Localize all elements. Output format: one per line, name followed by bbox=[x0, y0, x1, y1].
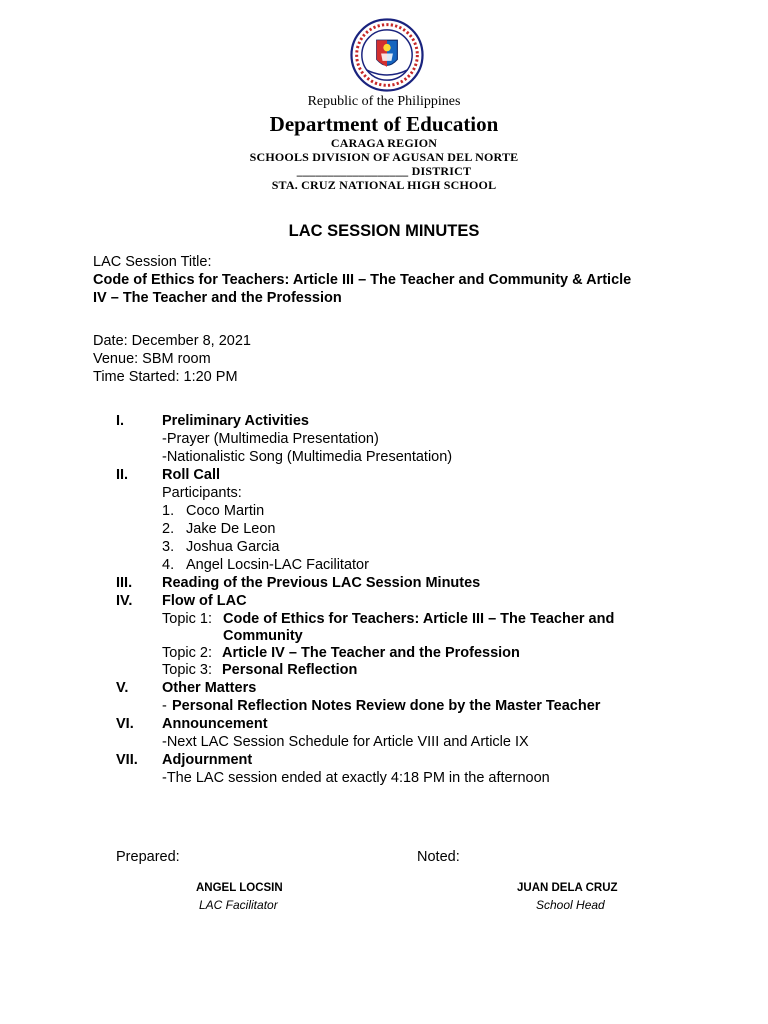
region-line: CARAGA REGION bbox=[330, 136, 438, 150]
section-number: VI. bbox=[116, 716, 134, 732]
section-heading-roll-call: Roll Call bbox=[162, 467, 221, 483]
department-title: Department of Education bbox=[269, 112, 499, 136]
list-item: -Nationalistic Song (Multimedia Presentation) bbox=[162, 449, 453, 465]
section-heading-announcement: Announcement bbox=[162, 716, 268, 732]
topic-1-label: Topic 1: bbox=[162, 611, 212, 627]
participant-number: 4. bbox=[162, 557, 175, 573]
section-number: I. bbox=[116, 413, 125, 429]
section-number: VII. bbox=[116, 752, 138, 768]
noted-by-name: JUAN DELA CRUZ bbox=[517, 882, 618, 894]
section-number: III. bbox=[116, 575, 133, 591]
document-title: LAC SESSION MINUTES bbox=[288, 222, 480, 240]
topic-1-line2: Community bbox=[223, 628, 303, 644]
topic-2-label: Topic 2: bbox=[162, 645, 212, 661]
session-date: Date: December 8, 2021 bbox=[93, 333, 251, 349]
participant-name: Jake De Leon bbox=[186, 521, 276, 537]
school-line: STA. CRUZ NATIONAL HIGH SCHOOL bbox=[271, 178, 497, 192]
section-number: IV. bbox=[116, 593, 133, 609]
participant-number: 1. bbox=[162, 503, 175, 519]
participant-number: 3. bbox=[162, 539, 175, 555]
prepared-by-role: LAC Facilitator bbox=[199, 898, 278, 912]
section-number: II. bbox=[116, 467, 129, 483]
session-title-line2: IV – The Teacher and the Profession bbox=[93, 290, 342, 306]
topic-1-line1: Code of Ethics for Teachers: Article III – The Teacher and bbox=[223, 611, 615, 627]
deped-seal-logo bbox=[350, 18, 424, 92]
other-matter-item: Personal Reflection Notes Review done by the Master Teacher bbox=[172, 698, 601, 714]
session-time-started: Time Started: 1:20 PM bbox=[93, 369, 238, 385]
section-heading-preliminary: Preliminary Activities bbox=[162, 413, 309, 429]
participant-name: Angel Locsin-LAC Facilitator bbox=[186, 557, 369, 573]
other-dash: - bbox=[162, 698, 167, 714]
topic-2-text: Article IV – The Teacher and the Profession bbox=[222, 645, 520, 661]
section-heading-flow: Flow of LAC bbox=[162, 593, 247, 609]
list-item: -Prayer (Multimedia Presentation) bbox=[162, 431, 379, 447]
announcement-item: -Next LAC Session Schedule for Article VIII and Article IX bbox=[162, 734, 529, 750]
session-title-line1: Code of Ethics for Teachers: Article III – The Teacher and Community & Article bbox=[93, 272, 632, 288]
district-line: __________________ DISTRICT bbox=[296, 164, 472, 178]
session-title-label: LAC Session Title: bbox=[93, 254, 212, 270]
session-venue: Venue: SBM room bbox=[93, 351, 211, 367]
section-heading-adjournment: Adjournment bbox=[162, 752, 253, 768]
republic-line: Republic of the Philippines bbox=[307, 94, 461, 109]
participant-name: Joshua Garcia bbox=[186, 539, 280, 555]
topic-3-text: Personal Reflection bbox=[222, 662, 358, 678]
section-number: V. bbox=[116, 680, 129, 696]
adjournment-item: -The LAC session ended at exactly 4:18 PM in the afternoon bbox=[162, 770, 550, 786]
prepared-by-name: ANGEL LOCSIN bbox=[196, 882, 283, 894]
participant-number: 2. bbox=[162, 521, 175, 537]
prepared-label: Prepared: bbox=[116, 849, 180, 865]
noted-by-role: School Head bbox=[536, 898, 605, 912]
division-line: SCHOOLS DIVISION OF AGUSAN DEL NORTE bbox=[249, 150, 519, 164]
topic-3-label: Topic 3: bbox=[162, 662, 212, 678]
participants-label: Participants: bbox=[162, 485, 242, 501]
participant-name: Coco Martin bbox=[186, 503, 265, 519]
noted-label: Noted: bbox=[417, 849, 460, 865]
section-heading-reading: Reading of the Previous LAC Session Minutes bbox=[162, 575, 481, 591]
section-heading-other: Other Matters bbox=[162, 680, 257, 696]
